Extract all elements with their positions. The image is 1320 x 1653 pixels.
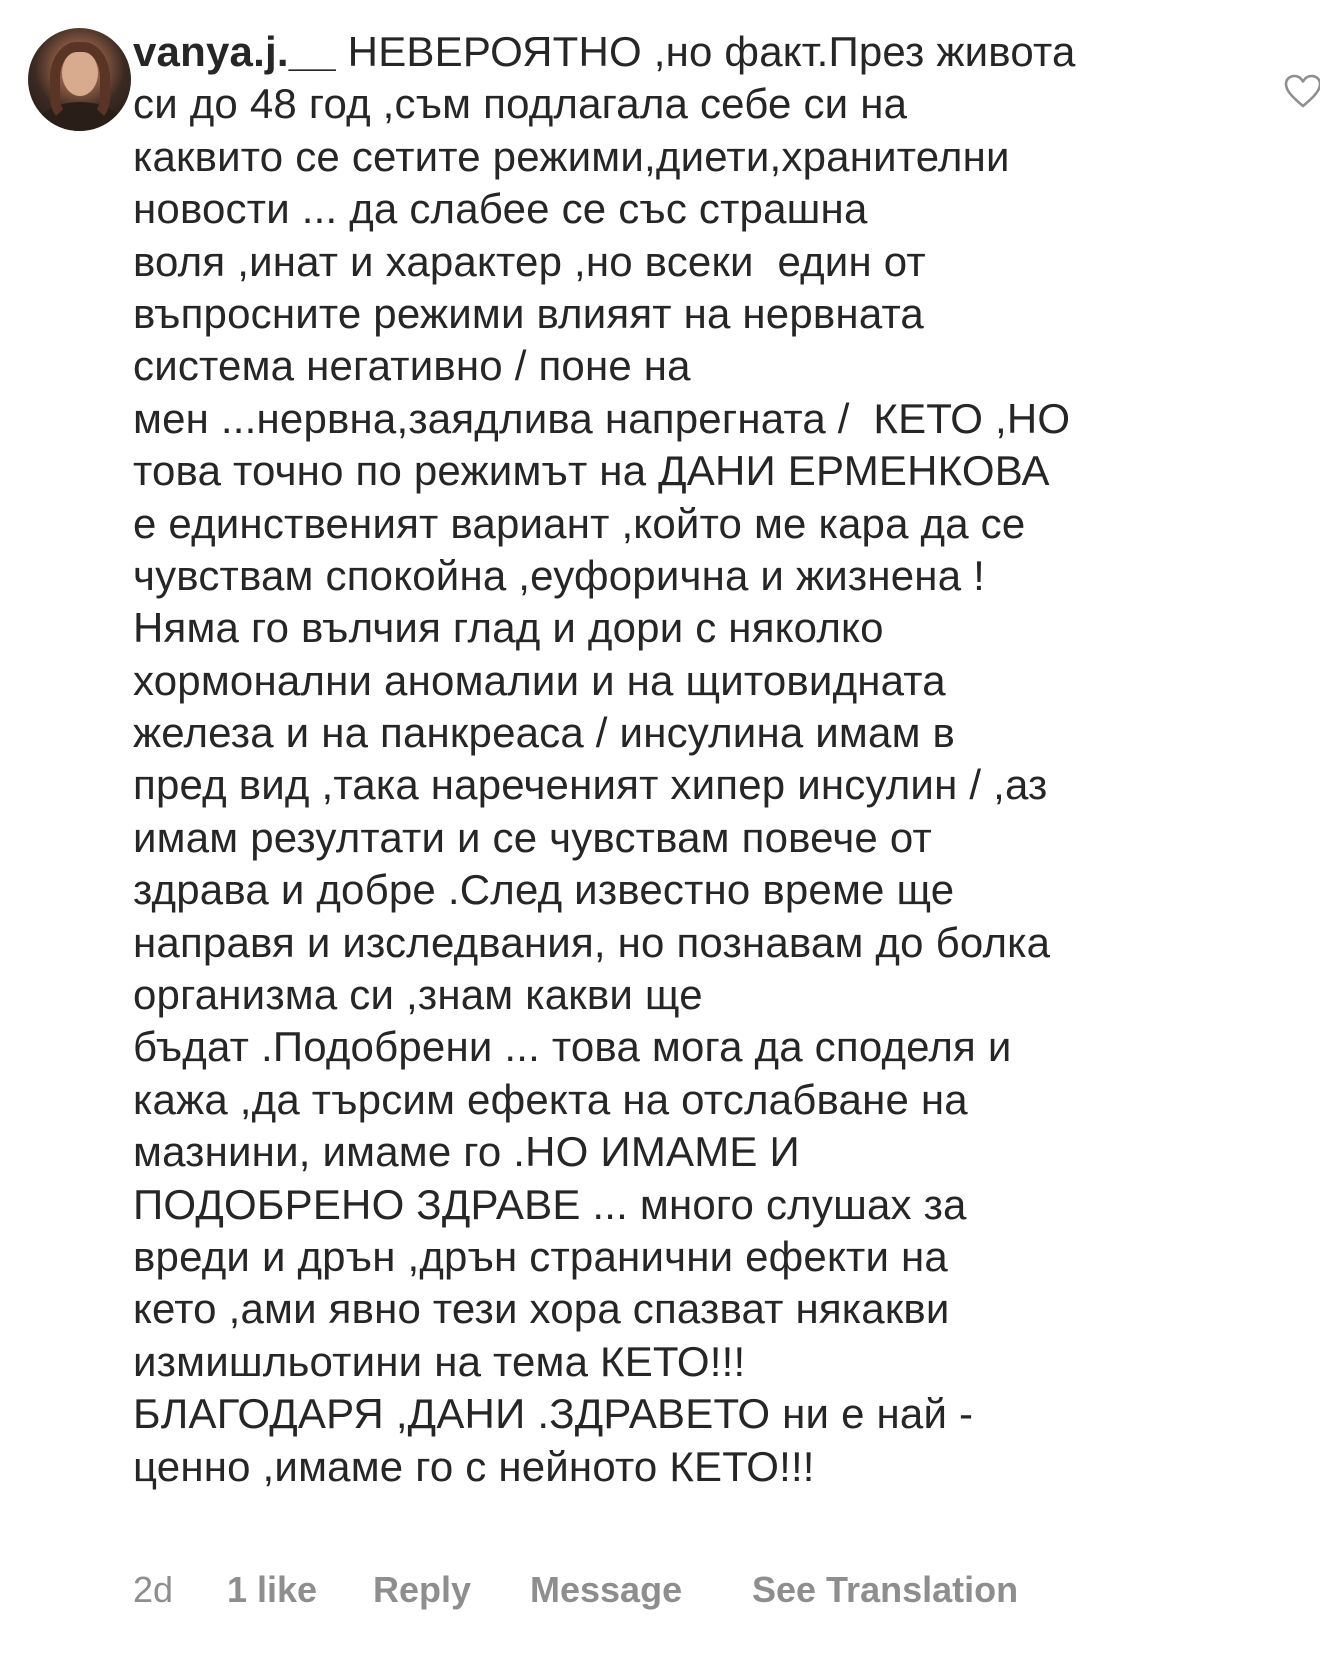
comment-line-text: НЕВЕРОЯТНО ,но факт.През живота <box>335 28 1076 75</box>
comment-line: Няма го вълчия глад и дори с няколко <box>133 604 884 652</box>
comment-time: 2d <box>133 1569 174 1610</box>
comment-line: въпросните режими влияят на нервната <box>133 289 924 337</box>
likes-count-link[interactable]: 1 like <box>227 1569 318 1610</box>
comment-line: измишльотини на тема КЕТО!!! <box>133 1337 746 1385</box>
comment-line: вреди и дрън ,дрън странични ефекти на <box>133 1232 948 1280</box>
reply-button[interactable]: Reply <box>373 1569 472 1610</box>
comment-line: ПОДОБРЕНО ЗДРАВЕ ... много слушах за <box>133 1180 967 1228</box>
comment-line: хормонални аномалии и на щитовидната <box>133 656 946 704</box>
comment-line: бъдат .Подобрени ... това мога да споделя и <box>133 1023 1012 1071</box>
comment-line: си до 48 год ,съм подлагала себе си на <box>133 80 908 128</box>
comment-text <box>133 26 1268 1493</box>
comment-line: новости ... да слабее се със страшна <box>133 185 868 233</box>
comment-line: направя и изследвания, но познавам до болка <box>133 918 1051 966</box>
comment-line: ценно ,имаме го с нейното КЕТО!!! <box>133 1442 815 1490</box>
message-button[interactable]: Message <box>530 1569 683 1610</box>
comment-line: организма си ,знам какви ще <box>133 971 703 1019</box>
comment-line: каквито се сетите режими,диети,хранителни <box>133 132 1010 180</box>
comment-line: кажа ,да търсим ефекта на отслабване на <box>133 1075 968 1123</box>
comment-line: чувствам спокойна ,еуфорична и жизнена ! <box>133 551 985 599</box>
user-avatar[interactable] <box>28 28 131 131</box>
comment-line: здрава и добре .След известно време ще <box>133 866 955 914</box>
comment-line: железа и на панкреаса / инсулина имам в <box>133 709 956 757</box>
heart-outline-icon[interactable] <box>1283 72 1320 112</box>
comment-line: кето ,ами явно тези хора спазват някакви <box>133 1285 950 1333</box>
comment-line: мазнини, имаме го .НО ИМАМЕ И <box>133 1128 800 1176</box>
comment-line: това точно по режимът на ДАНИ ЕРМЕНКОВА <box>133 447 1050 495</box>
comment-line <box>133 26 1268 78</box>
comment-line: мен ...нервна,заядлива напрегната / КЕТО ,НО <box>133 394 1071 442</box>
comment-line: пред вид ,така нареченият хипер инсулин / ,аз <box>133 761 1048 809</box>
comment-line: система негативно / поне на <box>133 342 691 390</box>
comment-line: имам резултати и се чувствам повече от <box>133 813 932 861</box>
comment-line: воля ,инат и характер ,но всеки един от <box>133 237 926 285</box>
avatar-hair-shape <box>50 42 110 122</box>
see-translation-button[interactable]: See Translation <box>752 1569 1019 1610</box>
username[interactable]: vanya.j.__ <box>133 28 336 75</box>
comment-line: БЛАГОДАРЯ ,ДАНИ .ЗДРАВЕТО ни е най - <box>133 1390 974 1438</box>
comment-line: е единственият вариант ,който ме кара да се <box>133 499 1026 547</box>
